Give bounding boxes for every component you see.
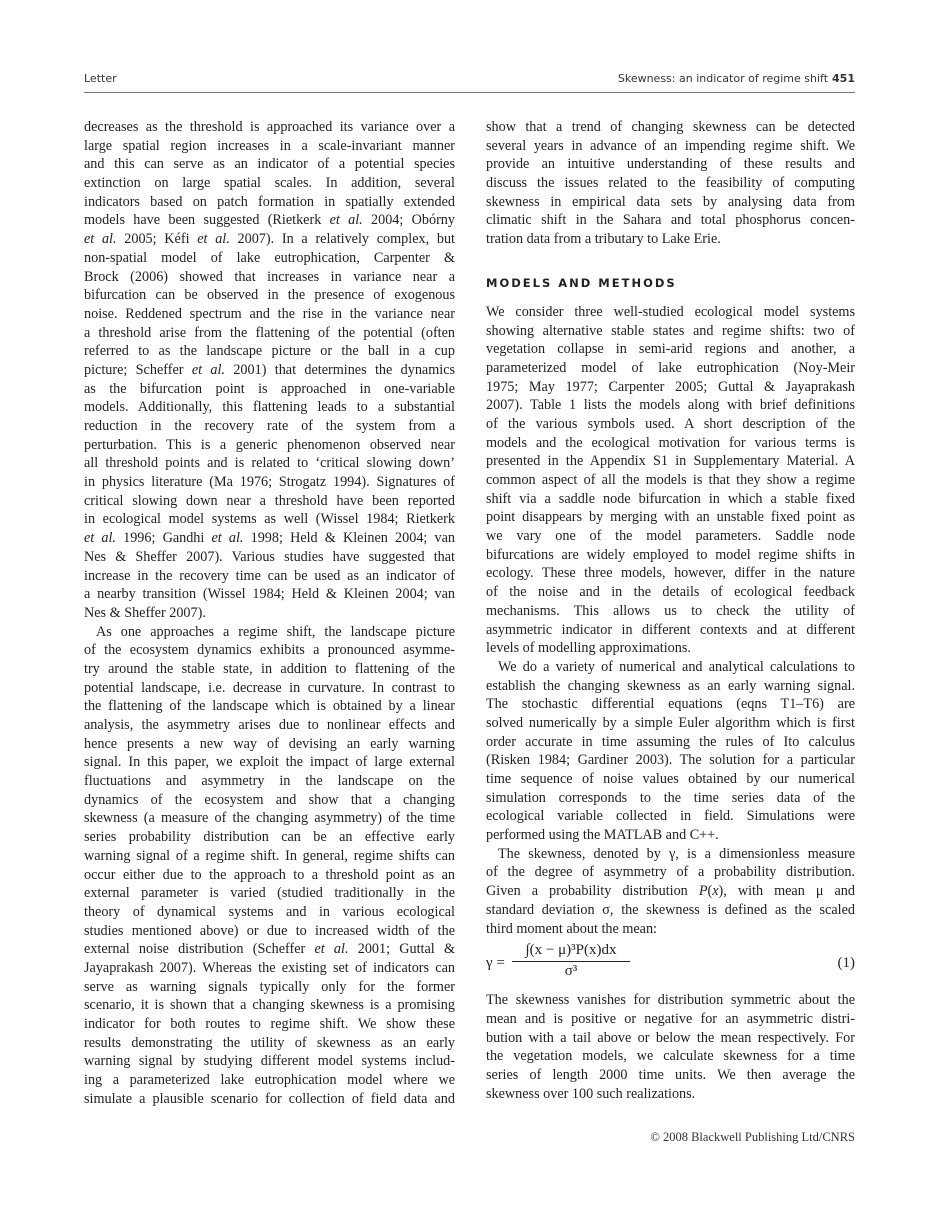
- text-line: 2007). Table 1 lists the models along with brief definitions: [486, 397, 855, 414]
- text-line: theory of dynamical systems and in various ecological: [84, 903, 455, 920]
- text-line: extinction on large spatial scales. In addition, several: [84, 175, 455, 192]
- text-line: picture; Scheffer et al. 2001) that determines the dynamics: [84, 361, 455, 378]
- text-line: bifurcations are widely employed to model regime shifts in: [486, 546, 855, 563]
- text-line: noise. Reddened spectrum and the rise in the variance near: [84, 305, 455, 322]
- text-line: several years in advance of an impending regime shift. We: [486, 137, 855, 154]
- running-header-title: [618, 72, 855, 85]
- text-line: models have been suggested (Rietkerk et al. 2004; Obórny: [84, 212, 455, 229]
- text-line: in ecological model systems as well (Wissel 1984; Rietkerk: [84, 511, 455, 528]
- text-line: ecology. These three models, however, differ in the nature: [486, 565, 855, 582]
- paragraph: [486, 658, 855, 845]
- text-line: non-spatial model of lake eutrophication, Carpenter &: [84, 249, 455, 266]
- text-line: tration data from a tributary to Lake Erie.: [486, 231, 721, 248]
- text-line: in physics literature (Ma 1976; Strogatz 1994). Signatures of: [84, 474, 455, 491]
- equation-lhs: γ =: [486, 955, 505, 972]
- text-line: et al. 2005; Kéfi et al. 2007). In a relatively complex, but: [84, 231, 455, 248]
- text-line: try around the stable state, in addition to flattening of the: [84, 660, 455, 677]
- text-line: ing a parameterized lake eutrophication model where we: [84, 1072, 455, 1089]
- running-title: Skewness: an indicator of regime shift: [617, 72, 829, 85]
- text-line: indicators based on patch formation in spatially extended: [84, 193, 455, 210]
- running-header-section: Letter: [84, 72, 117, 85]
- header-rule: [84, 92, 855, 93]
- text-line: external parameter is varied (studied traditionally in the: [84, 885, 455, 902]
- text-line: asymmetric indicator in different contexts and at different: [486, 621, 855, 638]
- right-column: [486, 118, 855, 1103]
- text-line: 1975; May 1977; Carpenter 2005; Guttal & Jayaprakash: [486, 378, 855, 395]
- text-line: as the bifurcation point is approached in one-variable: [84, 380, 455, 397]
- text-line: bution with a tail above or below the mean respectively. For: [486, 1029, 855, 1046]
- text-line: analysis, the asymmetry arises due to nonlinear effects and: [84, 717, 455, 733]
- text-line: series probability distribution can be an effective early: [84, 829, 455, 846]
- text-line: decreases as the threshold is approached its variance over a: [84, 119, 455, 135]
- paragraph: [486, 991, 855, 1103]
- text-line: Jayaprakash 2007). Whereas the existing set of indicators can: [84, 959, 455, 976]
- text-line: parameterized model of lake eutrophication (Noy-Meir: [486, 359, 855, 376]
- text-line: results demonstrating the utility of skewness as an early: [84, 1034, 455, 1051]
- text-line: order accurate in time assuming the rules of Ito calculus: [486, 733, 855, 750]
- text-line: occur either due to the approach to a threshold point as an: [84, 866, 455, 883]
- paragraph: [486, 118, 855, 249]
- text-line: all threshold points and is related to ‘critical slowing down’: [84, 455, 455, 472]
- equation-number: (1): [837, 955, 855, 972]
- text-line: external noise distribution (Scheffer et al. 2001; Guttal &: [84, 941, 455, 958]
- text-line: climatic shift in the Sahara and total phosphorus concen-: [486, 212, 855, 229]
- equation-numerator: ∫(x − μ)³P(x)dx: [512, 942, 630, 962]
- text-line: the flattening of the landscape which is obtained by a linear: [84, 698, 455, 715]
- text-line: of the degree of asymmetry of a probability distribution.: [486, 864, 855, 881]
- text-line: critical slowing down near a threshold have been reported: [84, 492, 455, 509]
- equation-skewness: [486, 938, 855, 991]
- text-line: establish the changing skewness as an early warning signal.: [486, 677, 855, 694]
- equation-fraction: [512, 942, 630, 980]
- text-line: discuss the issues related to the feasibility of computing: [486, 175, 855, 192]
- text-line: studies mentioned above) or due to increased width of the: [84, 922, 455, 939]
- text-line: simulate a plausible scenario for collection of field data and: [84, 1090, 455, 1107]
- text-line: models and the ecological motivation for various terms is: [486, 434, 855, 451]
- left-column: [84, 118, 455, 1108]
- text-line: warning signal by studying different model systems includ-: [84, 1053, 455, 1070]
- paragraph: [84, 623, 455, 1109]
- text-line: The skewness, denoted by γ, is a dimensionless measure: [498, 845, 855, 862]
- text-line: skewness in empirical data sets by analysing data from: [486, 193, 855, 210]
- text-line: performed using the MATLAB and C++.: [486, 827, 719, 844]
- text-line: Given a probability distribution P(x), with mean μ and: [486, 883, 855, 900]
- text-line: a nearby transition (Wissel 1984; Held & Kleinen 2004; van: [84, 586, 455, 603]
- text-line: dynamics of the ecosystem and show that a changing: [84, 791, 455, 808]
- text-line: increase in the recovery time can be used as an indicator of: [84, 567, 455, 584]
- text-line: a threshold arise from the flattening of the potential (often: [84, 324, 455, 341]
- text-line: point disappears by merging with an unstable fixed point as: [486, 509, 855, 526]
- text-line: large spatial region increases in a scale-invariant manner: [84, 137, 455, 154]
- text-line: The skewness vanishes for distribution symmetric about the: [486, 992, 855, 1009]
- text-line: of the noise and in the details of ecological feedback: [486, 584, 855, 601]
- text-line: referred to as the landscape picture or the ball in a cup: [84, 343, 455, 360]
- text-line: common aspect of all the models is that they show a regime: [486, 472, 855, 488]
- text-line: of the ecosystem dynamics exhibits a pronounced asymme-: [84, 642, 455, 659]
- text-line: We do a variety of numerical and analytical calculations to: [498, 658, 855, 675]
- text-line: skewness (a measure of the changing asymmetry) of the time: [84, 810, 455, 827]
- text-line: bifurcation can be observed in the presence of exogenous: [84, 287, 455, 304]
- text-line: warning signal of a regime shift. In general, regime shifts can: [84, 847, 455, 864]
- text-line: signal. In this paper, we exploit the impact of large external: [84, 754, 455, 771]
- text-line: reduction in the recovery rate of the system from a: [84, 418, 455, 434]
- text-line: of the various symbols used. A short description of the: [486, 415, 855, 432]
- text-line: showing alternative stable states and regime shifts: two of: [486, 322, 855, 339]
- text-line: potential landscape, i.e. decrease in curvature. In contrast to: [84, 679, 455, 696]
- text-line: solved numerically by a simple Euler algorithm which is first: [486, 714, 855, 731]
- text-line: Nes & Sheffer 2007). Various studies have suggested that: [84, 548, 455, 565]
- paragraph: [486, 845, 855, 938]
- text-line: show that a trend of changing skewness can be detected: [486, 119, 855, 135]
- text-line: perturbation. This is a generic phenomenon observed near: [84, 436, 455, 453]
- text-line: et al. 1996; Gandhi et al. 1998; Held & Kleinen 2004; van: [84, 530, 455, 547]
- equation-denominator: σ³: [564, 963, 578, 980]
- text-line: mean and is positive or negative for an asymmetric distri-: [486, 1010, 855, 1027]
- text-line: presented in the Appendix S1 in Supplementary Material. A: [486, 453, 855, 470]
- text-line: Brock (2006) showed that increases in variance near a: [84, 268, 455, 285]
- text-line: time sequence of noise values obtained by our numerical: [486, 771, 855, 787]
- text-line: We consider three well-studied ecological model systems: [486, 303, 855, 320]
- text-line: ecological variable collected in field. Simulations were: [486, 808, 855, 825]
- text-line: hence presents a new way of devising an early warning: [84, 735, 455, 752]
- text-line: we vary one of the model parameters. Saddle node: [486, 528, 855, 545]
- paragraph: [486, 303, 855, 658]
- text-line: standard deviation σ, the skewness is defined as the scaled: [486, 901, 855, 918]
- text-line: skewness over 100 such realizations.: [486, 1085, 696, 1102]
- text-line: indicator for both routes to regime shift. We show these: [84, 1016, 455, 1032]
- text-line: As one approaches a regime shift, the landscape picture: [96, 623, 455, 640]
- copyright-footer: © 2008 Blackwell Publishing Ltd/CNRS: [650, 1130, 855, 1144]
- text-line: vegetation collapse in semi-arid regions and another, a: [486, 341, 855, 358]
- text-line: levels of modelling approximations.: [486, 640, 691, 657]
- page-number: 451: [832, 72, 855, 85]
- text-line: provide an intuitive understanding of these results and: [486, 156, 855, 173]
- text-line: simulation corresponds to the time series data of the: [486, 789, 855, 806]
- paragraph: [84, 118, 455, 623]
- text-line: (Risken 1984; Gardiner 2003). The solution for a particular: [486, 752, 855, 769]
- text-line: mechanisms. This allows us to check the utility of: [486, 602, 855, 619]
- text-line: series of length 2000 time units. We then average the: [486, 1066, 855, 1083]
- section-heading: MODELS AND METHODS: [486, 275, 677, 290]
- text-line: The stochastic differential equations (eqns T1–T6) are: [486, 696, 855, 713]
- text-line: serve as warning signals typically only for the former: [84, 978, 455, 995]
- text-line: models. Additionally, this flattening leads to a substantial: [84, 399, 455, 416]
- text-line: Nes & Sheffer 2007).: [84, 604, 206, 621]
- text-line: fluctuations and asymmetry in the landscape on the: [84, 773, 455, 790]
- text-line: scenario, it is shown that a changing skewness is a promising: [84, 997, 455, 1014]
- text-line: the vegetation models, we calculate skewness for a time: [486, 1048, 855, 1065]
- text-line: shift via a saddle node bifurcation in which a stable fixed: [486, 490, 855, 507]
- text-line: and this can serve as an indicator of a potential species: [84, 156, 455, 173]
- text-line: third moment about the mean:: [486, 920, 657, 937]
